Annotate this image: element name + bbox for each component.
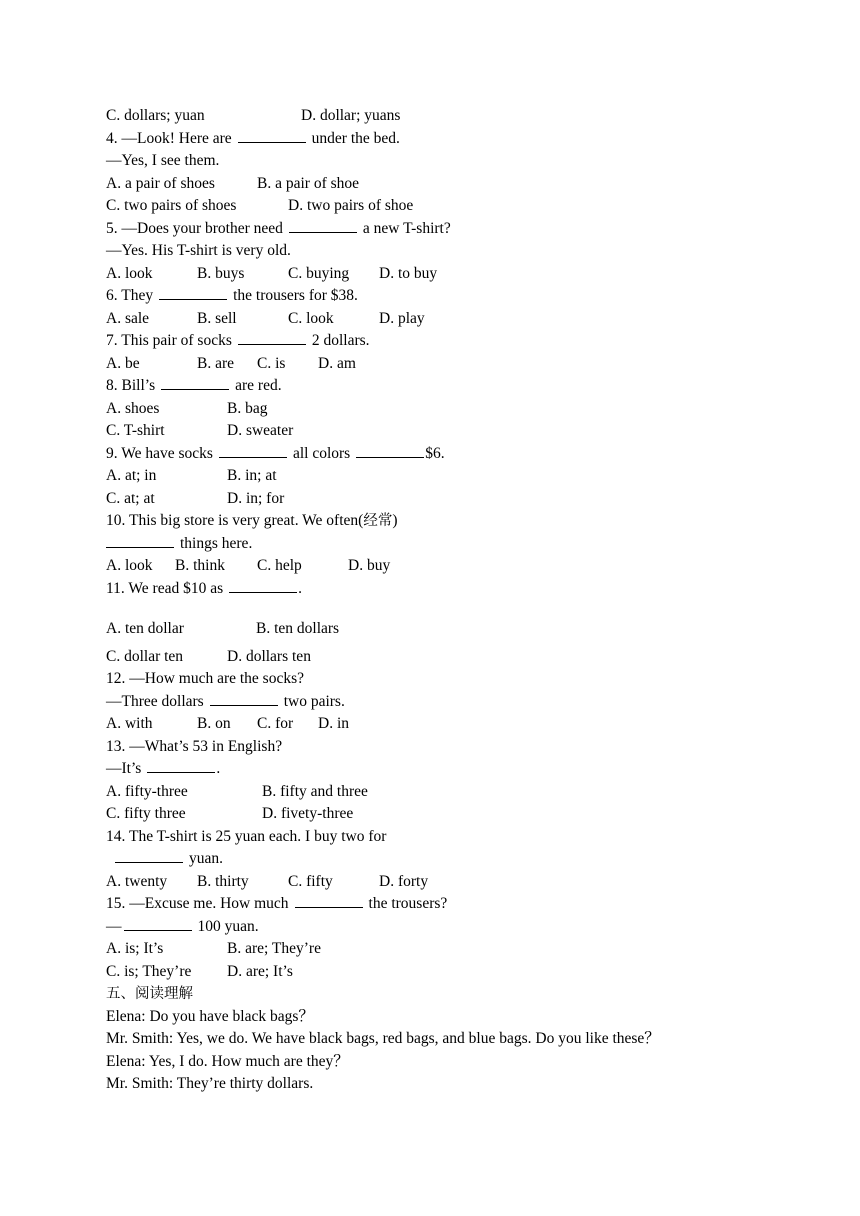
option: B. ten dollars [256, 620, 340, 637]
option: B. a pair of shoe [257, 175, 360, 192]
answer-blank[interactable] [289, 219, 357, 233]
q10-stem-line1: 10. This big store is very great. We often(经常) [106, 512, 398, 529]
q15-options-ab [106, 939, 806, 959]
option: C. T-shirt [106, 422, 165, 439]
option: D. in; for [227, 490, 285, 507]
option: A. fifty-three [106, 783, 188, 800]
q5-response: —Yes. His T-shirt is very old. [106, 242, 291, 259]
option: B. buys [197, 265, 245, 282]
answer-blank[interactable] [210, 692, 278, 706]
answer-blank[interactable] [115, 849, 183, 863]
q9-options-cd [106, 489, 806, 509]
q11-stem: 11. We read $10 as . [106, 580, 302, 597]
q12-stem-line1: 12. —How much are the socks? [106, 670, 305, 687]
option: B. are; They’re [227, 940, 321, 957]
option: D. two pairs of shoe [288, 197, 414, 214]
option: A. with [106, 715, 153, 732]
option: B. bag [227, 400, 268, 417]
option: C. buying [288, 265, 350, 282]
q9-stem: 9. We have socks all colors $6. [106, 445, 445, 462]
q14-stem-line1: 14. The T-shirt is 25 yuan each. I buy two for [106, 828, 387, 845]
q12-options [106, 714, 806, 734]
option: A. shoes [106, 400, 160, 417]
q13-options-ab [106, 782, 806, 802]
answer-blank[interactable] [106, 534, 174, 548]
q4-response: —Yes, I see them. [106, 152, 220, 169]
option: A. ten dollar [106, 620, 184, 637]
answer-blank[interactable] [238, 331, 306, 345]
option: C. fifty [288, 873, 333, 890]
answer-blank[interactable] [229, 579, 297, 593]
option: D. forty [379, 873, 429, 890]
option: B. fifty and three [262, 783, 368, 800]
q11-options-ab [106, 619, 806, 639]
option: A. look [106, 265, 153, 282]
q8-options-cd [106, 421, 806, 441]
q4-options-ab [106, 174, 806, 194]
option: B. sell [197, 310, 237, 327]
option: D. buy [348, 557, 391, 574]
option: C. is; They’re [106, 963, 192, 980]
q9-options-ab [106, 466, 806, 486]
answer-blank[interactable] [356, 444, 424, 458]
option: C. fifty three [106, 805, 186, 822]
dialogue-line: Mr. Smith: Yes, we do. We have black bags, red bags, and blue bags. Do you like these？ [106, 1030, 660, 1047]
option: D. play [379, 310, 425, 327]
option: D. in [318, 715, 349, 732]
option: D. sweater [227, 422, 294, 439]
dialogue-line: Elena: Yes, I do. How much are they？ [106, 1053, 349, 1070]
q8-options-ab [106, 399, 806, 419]
q13-stem-line1: 13. —What’s 53 in English? [106, 738, 283, 755]
q7-options [106, 354, 806, 374]
option: A. sale [106, 310, 150, 327]
option: D. to buy [379, 265, 438, 282]
q4-stem: 4. —Look! Here are under the bed. [106, 130, 400, 147]
option: A. is; It’s [106, 940, 164, 957]
q11-options-cd [106, 647, 806, 667]
q5-options [106, 264, 806, 284]
option: C. help [257, 557, 302, 574]
option: B. are [197, 355, 235, 372]
option: D. am [318, 355, 356, 372]
option: D. dollars ten [227, 648, 311, 665]
q4-options-cd [106, 196, 806, 216]
option: C. for [257, 715, 294, 732]
q10-stem-line2: things here. [106, 534, 252, 554]
option: A. at; in [106, 467, 157, 484]
option: C. look [288, 310, 334, 327]
option: B. think [175, 557, 225, 574]
answer-blank[interactable] [147, 759, 215, 773]
option: C. dollar ten [106, 648, 184, 665]
option: B. in; at [227, 467, 277, 484]
q13-options-cd [106, 804, 806, 824]
option: A. twenty [106, 873, 168, 890]
option: D. dollar; yuans [301, 107, 401, 124]
q15-options-cd [106, 962, 806, 982]
answer-blank[interactable] [219, 444, 287, 458]
q15-stem-line2: — 100 yuan. [106, 918, 259, 935]
option: A. a pair of shoes [106, 175, 215, 192]
q14-options [106, 872, 806, 892]
q5-stem: 5. —Does your brother need a new T-shirt? [106, 220, 451, 237]
option: D. are; It’s [227, 963, 293, 980]
dialogue-line: Elena: Do you have black bags？ [106, 1008, 314, 1025]
option: B. thirty [197, 873, 249, 890]
q8-stem: 8. Bill’s are red. [106, 377, 282, 394]
answer-blank[interactable] [124, 917, 192, 931]
q7-stem: 7. This pair of socks 2 dollars. [106, 332, 370, 349]
option: C. at; at [106, 490, 155, 507]
q12-stem-line2: —Three dollars two pairs. [106, 693, 345, 710]
option: A. be [106, 355, 140, 372]
answer-blank[interactable] [161, 376, 229, 390]
option: C. is [257, 355, 286, 372]
q6-options [106, 309, 806, 329]
q10-options [106, 556, 806, 576]
option: A. look [106, 557, 153, 574]
q13-stem-line2: —It’s . [106, 760, 221, 777]
answer-blank[interactable] [295, 894, 363, 908]
answer-blank[interactable] [159, 286, 227, 300]
dialogue-line: Mr. Smith: They’re thirty dollars. [106, 1075, 314, 1092]
answer-blank[interactable] [238, 129, 306, 143]
q3-options-cd [106, 106, 806, 126]
option: C. two pairs of shoes [106, 197, 237, 214]
section-heading: 五、阅读理解 [106, 986, 193, 1002]
q15-stem-line1: 15. —Excuse me. How much the trousers? [106, 895, 448, 912]
q14-stem-line2: yuan. [106, 849, 223, 869]
option: B. on [197, 715, 231, 732]
q6-stem: 6. They the trousers for $38. [106, 287, 358, 304]
option: D. fivety-three [262, 805, 354, 822]
option: C. dollars; yuan [106, 107, 205, 124]
